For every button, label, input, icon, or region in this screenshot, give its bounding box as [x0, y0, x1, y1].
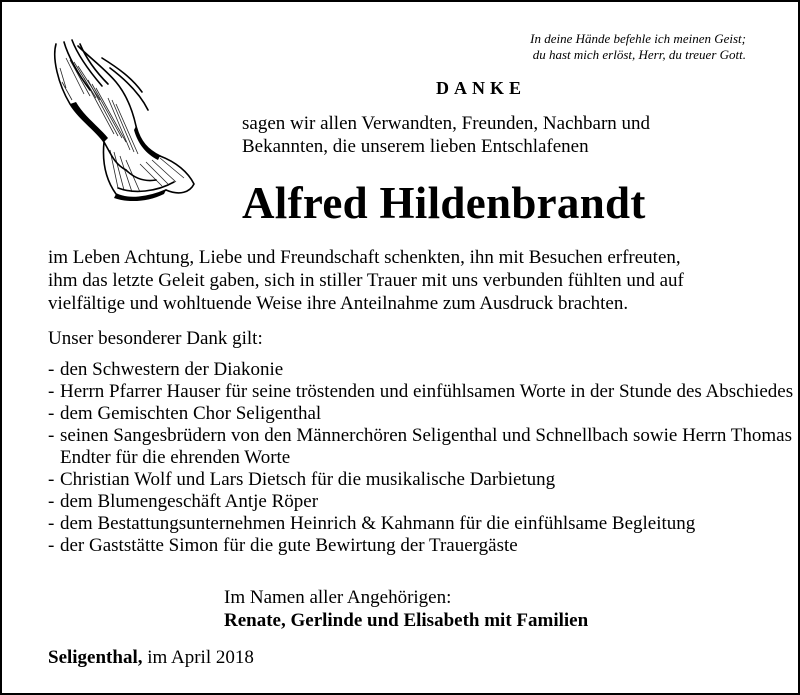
praying-hands-icon [44, 38, 200, 203]
closing-line: Im Namen aller Angehörigen: [224, 587, 452, 608]
intro-text [242, 112, 650, 158]
place-city: Seligenthal, [48, 647, 143, 668]
list-item: - seinen Sangesbrüdern von den Männerchören Seligenthal und Schnellbach sowie Herrn Thomas Endter für die ehrenden Worte [48, 425, 793, 468]
list-item: - dem Bestattungsunternehmen Heinrich & Kahmann für die einfühlsame Begleitung [48, 513, 696, 534]
list-item: - dem Gemischten Chor Seligenthal [48, 403, 322, 424]
list-item: - Christian Wolf und Lars Dietsch für die musikalische Darbietung [48, 469, 556, 490]
quote-line: In deine Hände befehle ich meinen Geist; [530, 31, 746, 46]
list-item: - den Schwestern der Diakonie [48, 359, 284, 380]
signature-block [224, 586, 588, 632]
intro-line: Bekannten, die unserem lieben Entschlafenen [242, 136, 589, 157]
thanks-paragraph [48, 246, 788, 315]
paragraph-line: ihm das letzte Geleit gaben, sich in stiller Trauer mit uns verbunden fühlten und auf [48, 270, 684, 291]
list-item: - dem Blumengeschäft Antje Röper [48, 491, 319, 512]
notice-date: im April 2018 [147, 647, 254, 668]
intro-line: sagen wir allen Verwandten, Freunden, Nachbarn und [242, 113, 651, 134]
special-thanks-heading: Unser besonderer Dank gilt: [48, 328, 263, 349]
paragraph-line: im Leben Achtung, Liebe und Freundschaft schenkten, ihn mit Besuchen erfreuten, [48, 247, 681, 268]
bible-quote [530, 31, 746, 63]
quote-line: du hast mich erlöst, Herr, du treuer Gott. [532, 47, 746, 62]
place-and-date [48, 646, 254, 669]
paragraph-line: vielfältige und wohltuende Weise ihre Anteilnahme zum Ausdruck brachten. [48, 293, 629, 314]
list-item: - Herrn Pfarrer Hauser für seine tröstenden und einfühlsamen Worte in der Stunde des Abschiedes [48, 381, 794, 402]
heading-danke: DANKE [436, 78, 527, 98]
list-item: - der Gaststätte Simon für die gute Bewirtung der Trauergäste [48, 535, 518, 556]
special-thanks-list [48, 359, 798, 557]
deceased-name: Alfred Hildenbrandt [242, 178, 646, 228]
family-names: Renate, Gerlinde und Elisabeth mit Familien [224, 610, 589, 631]
